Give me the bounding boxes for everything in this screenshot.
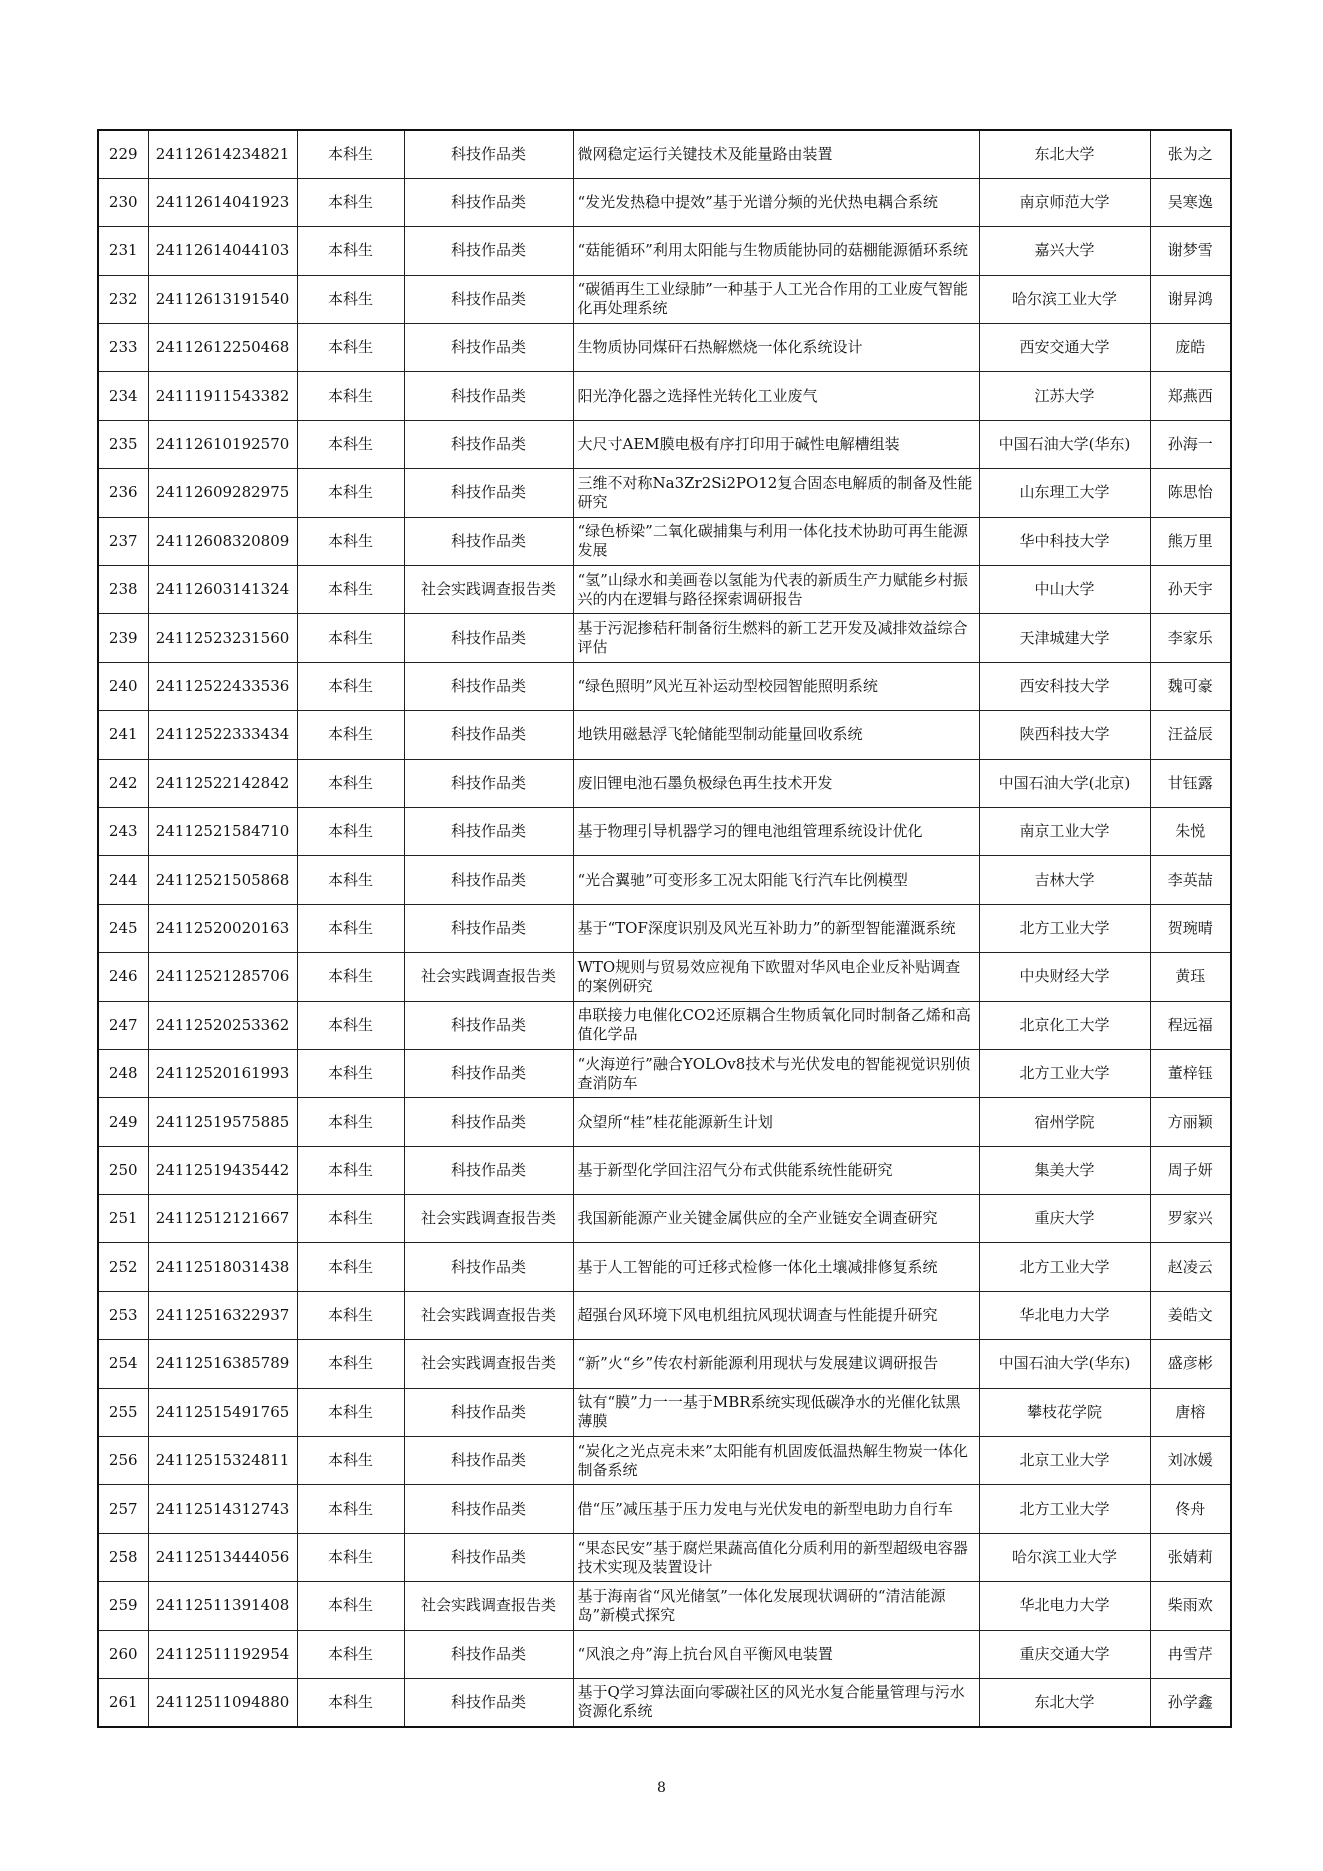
student-level-cell: 本科生 — [297, 856, 404, 904]
row-number-cell: 243 — [98, 807, 148, 855]
row-number-cell: 239 — [98, 614, 148, 662]
student-level-cell: 本科生 — [297, 372, 404, 420]
project-title-cell: “菇能循环”利用太阳能与生物质能协同的菇棚能源循环系统 — [573, 227, 979, 275]
applicant-name-cell: 罗家兴 — [1150, 1195, 1231, 1243]
row-number-cell: 256 — [98, 1437, 148, 1485]
applicant-name-cell: 谢梦雪 — [1150, 227, 1231, 275]
project-id-cell: 24112522333434 — [148, 711, 297, 759]
school-cell: 嘉兴大学 — [979, 227, 1150, 275]
project-id-cell: 24112614044103 — [148, 227, 297, 275]
applicant-name-cell: 吴寒逸 — [1150, 178, 1231, 226]
project-title-cell: “碳循再生工业绿肺”一种基于人工光合作用的工业废气智能化再处理系统 — [573, 275, 979, 323]
category-cell: 科技作品类 — [404, 1098, 573, 1146]
category-cell: 科技作品类 — [404, 1485, 573, 1533]
row-number-cell: 258 — [98, 1533, 148, 1581]
student-level-cell: 本科生 — [297, 711, 404, 759]
school-cell: 北方工业大学 — [979, 904, 1150, 952]
category-cell: 社会实践调查报告类 — [404, 1291, 573, 1339]
school-cell: 攀枝花学院 — [979, 1388, 1150, 1436]
project-title-cell: 地铁用磁悬浮飞轮储能型制动能量回收系统 — [573, 711, 979, 759]
project-title-cell: 基于物理引导机器学习的锂电池组管理系统设计优化 — [573, 807, 979, 855]
applicant-name-cell: 唐榕 — [1150, 1388, 1231, 1436]
school-cell: 山东理工大学 — [979, 469, 1150, 517]
row-number-cell: 257 — [98, 1485, 148, 1533]
project-id-cell: 24111911543382 — [148, 372, 297, 420]
project-id-cell: 24112614041923 — [148, 178, 297, 226]
school-cell: 北方工业大学 — [979, 1243, 1150, 1291]
project-title-cell: 基于“TOF深度识别及风光互补助力”的新型智能灌溉系统 — [573, 904, 979, 952]
category-cell: 科技作品类 — [404, 662, 573, 710]
applicant-name-cell: 孙海一 — [1150, 420, 1231, 468]
student-level-cell: 本科生 — [297, 953, 404, 1001]
table-row — [98, 227, 1231, 275]
table-row — [98, 1146, 1231, 1194]
project-title-cell: “氢”山绿水和美画卷以氢能为代表的新质生产力赋能乡村振兴的内在逻辑与路径探索调研报告 — [573, 566, 979, 614]
applicant-name-cell: 李家乐 — [1150, 614, 1231, 662]
row-number-cell: 242 — [98, 759, 148, 807]
student-level-cell: 本科生 — [297, 614, 404, 662]
applicant-name-cell: 孙学鑫 — [1150, 1679, 1231, 1727]
school-cell: 华北电力大学 — [979, 1582, 1150, 1630]
project-id-cell: 24112521285706 — [148, 953, 297, 1001]
row-number-cell: 233 — [98, 324, 148, 372]
project-id-cell: 24112608320809 — [148, 517, 297, 565]
project-title-cell: “火海逆行”融合YOLOv8技术与光伏发电的智能视觉识别侦查消防车 — [573, 1049, 979, 1097]
category-cell: 社会实践调查报告类 — [404, 1195, 573, 1243]
project-title-cell: 阳光净化器之选择性光转化工业废气 — [573, 372, 979, 420]
category-cell: 科技作品类 — [404, 807, 573, 855]
applicant-name-cell: 黄珏 — [1150, 953, 1231, 1001]
project-title-cell: 串联接力电催化CO2还原耦合生物质氧化同时制备乙烯和高值化学品 — [573, 1001, 979, 1049]
school-cell: 吉林大学 — [979, 856, 1150, 904]
student-level-cell: 本科生 — [297, 807, 404, 855]
project-id-cell: 24112522433536 — [148, 662, 297, 710]
table-row — [98, 1243, 1231, 1291]
school-cell: 东北大学 — [979, 130, 1150, 178]
category-cell: 社会实践调查报告类 — [404, 1582, 573, 1630]
applicant-name-cell: 冉雪芹 — [1150, 1630, 1231, 1678]
school-cell: 华北电力大学 — [979, 1291, 1150, 1339]
applicant-name-cell: 姜皓文 — [1150, 1291, 1231, 1339]
row-number-cell: 235 — [98, 420, 148, 468]
table-row — [98, 1001, 1231, 1049]
row-number-cell: 253 — [98, 1291, 148, 1339]
applicant-name-cell: 李英喆 — [1150, 856, 1231, 904]
project-id-cell: 24112519435442 — [148, 1146, 297, 1194]
school-cell: 中央财经大学 — [979, 953, 1150, 1001]
project-title-cell: 微网稳定运行关键技术及能量路由装置 — [573, 130, 979, 178]
table-row — [98, 1582, 1231, 1630]
project-id-cell: 24112514312743 — [148, 1485, 297, 1533]
school-cell: 哈尔滨工业大学 — [979, 1533, 1150, 1581]
applicant-name-cell: 张婧莉 — [1150, 1533, 1231, 1581]
category-cell: 科技作品类 — [404, 614, 573, 662]
student-level-cell: 本科生 — [297, 227, 404, 275]
school-cell: 北京化工大学 — [979, 1001, 1150, 1049]
category-cell: 科技作品类 — [404, 1388, 573, 1436]
row-number-cell: 244 — [98, 856, 148, 904]
table-row — [98, 372, 1231, 420]
row-number-cell: 240 — [98, 662, 148, 710]
school-cell: 北京工业大学 — [979, 1437, 1150, 1485]
school-cell: 宿州学院 — [979, 1098, 1150, 1146]
school-cell: 天津城建大学 — [979, 614, 1150, 662]
category-cell: 科技作品类 — [404, 517, 573, 565]
table-row — [98, 130, 1231, 178]
category-cell: 科技作品类 — [404, 275, 573, 323]
table-row — [98, 1098, 1231, 1146]
applicant-name-cell: 甘钰露 — [1150, 759, 1231, 807]
row-number-cell: 230 — [98, 178, 148, 226]
applicant-name-cell: 程远福 — [1150, 1001, 1231, 1049]
category-cell: 科技作品类 — [404, 1001, 573, 1049]
table-row — [98, 953, 1231, 1001]
project-id-cell: 24112614234821 — [148, 130, 297, 178]
student-level-cell: 本科生 — [297, 1388, 404, 1436]
applicant-name-cell: 柴雨欢 — [1150, 1582, 1231, 1630]
applicant-name-cell: 孙天宇 — [1150, 566, 1231, 614]
project-id-cell: 24112511094880 — [148, 1679, 297, 1727]
student-level-cell: 本科生 — [297, 1243, 404, 1291]
student-level-cell: 本科生 — [297, 1630, 404, 1678]
student-level-cell: 本科生 — [297, 130, 404, 178]
project-id-cell: 24112612250468 — [148, 324, 297, 372]
applicant-name-cell: 汪益辰 — [1150, 711, 1231, 759]
student-level-cell: 本科生 — [297, 517, 404, 565]
project-id-cell: 24112518031438 — [148, 1243, 297, 1291]
project-id-cell: 24112513444056 — [148, 1533, 297, 1581]
row-number-cell: 238 — [98, 566, 148, 614]
student-level-cell: 本科生 — [297, 324, 404, 372]
category-cell: 社会实践调查报告类 — [404, 1340, 573, 1388]
applicant-name-cell: 郑燕西 — [1150, 372, 1231, 420]
student-level-cell: 本科生 — [297, 1146, 404, 1194]
row-number-cell: 250 — [98, 1146, 148, 1194]
student-level-cell: 本科生 — [297, 178, 404, 226]
category-cell: 科技作品类 — [404, 904, 573, 952]
table-row — [98, 1485, 1231, 1533]
row-number-cell: 247 — [98, 1001, 148, 1049]
category-cell: 科技作品类 — [404, 1049, 573, 1097]
school-cell: 陕西科技大学 — [979, 711, 1150, 759]
category-cell: 社会实践调查报告类 — [404, 953, 573, 1001]
applicant-name-cell: 刘冰媛 — [1150, 1437, 1231, 1485]
applicant-name-cell: 谢昇鸿 — [1150, 275, 1231, 323]
table-row — [98, 711, 1231, 759]
project-title-cell: 钛有“膜”力一一基于MBR系统实现低碳净水的光催化钛黑薄膜 — [573, 1388, 979, 1436]
category-cell: 科技作品类 — [404, 711, 573, 759]
school-cell: 重庆大学 — [979, 1195, 1150, 1243]
student-level-cell: 本科生 — [297, 1001, 404, 1049]
applicant-name-cell: 盛彦彬 — [1150, 1340, 1231, 1388]
school-cell: 中国石油大学(华东) — [979, 420, 1150, 468]
row-number-cell: 252 — [98, 1243, 148, 1291]
school-cell: 西安交通大学 — [979, 324, 1150, 372]
category-cell: 科技作品类 — [404, 1679, 573, 1727]
category-cell: 社会实践调查报告类 — [404, 566, 573, 614]
project-title-cell: 基于人工智能的可迁移式检修一体化土壤减排修复系统 — [573, 1243, 979, 1291]
project-title-cell: 废旧锂电池石墨负极绿色再生技术开发 — [573, 759, 979, 807]
applicant-name-cell: 董梓钰 — [1150, 1049, 1231, 1097]
project-id-cell: 24112520020163 — [148, 904, 297, 952]
project-title-cell: “新”火“乡”传农村新能源利用现状与发展建议调研报告 — [573, 1340, 979, 1388]
applicant-name-cell: 张为之 — [1150, 130, 1231, 178]
applicant-name-cell: 魏可豪 — [1150, 662, 1231, 710]
student-level-cell: 本科生 — [297, 1195, 404, 1243]
school-cell: 西安科技大学 — [979, 662, 1150, 710]
school-cell: 北方工业大学 — [979, 1485, 1150, 1533]
school-cell: 中国石油大学(华东) — [979, 1340, 1150, 1388]
row-number-cell: 232 — [98, 275, 148, 323]
student-level-cell: 本科生 — [297, 1437, 404, 1485]
table-row — [98, 904, 1231, 952]
table-row — [98, 1291, 1231, 1339]
table-row — [98, 614, 1231, 662]
table-row — [98, 566, 1231, 614]
row-number-cell: 259 — [98, 1582, 148, 1630]
page-number: 8 — [657, 1780, 666, 1796]
project-title-cell: “光合翼驰”可变形多工况太阳能飞行汽车比例模型 — [573, 856, 979, 904]
category-cell: 科技作品类 — [404, 759, 573, 807]
applicant-name-cell: 佟舟 — [1150, 1485, 1231, 1533]
row-number-cell: 248 — [98, 1049, 148, 1097]
school-cell: 中国石油大学(北京) — [979, 759, 1150, 807]
project-title-cell: “风浪之舟”海上抗台风自平衡风电装置 — [573, 1630, 979, 1678]
table-row — [98, 1388, 1231, 1436]
school-cell: 江苏大学 — [979, 372, 1150, 420]
table-row — [98, 178, 1231, 226]
table-row — [98, 469, 1231, 517]
project-title-cell: 我国新能源产业关键金属供应的全产业链安全调查研究 — [573, 1195, 979, 1243]
student-level-cell: 本科生 — [297, 662, 404, 710]
table-row — [98, 856, 1231, 904]
row-number-cell: 260 — [98, 1630, 148, 1678]
category-cell: 科技作品类 — [404, 130, 573, 178]
project-id-cell: 24112521584710 — [148, 807, 297, 855]
row-number-cell: 261 — [98, 1679, 148, 1727]
category-cell: 科技作品类 — [404, 420, 573, 468]
project-title-cell: “发光发热稳中提效”基于光谱分频的光伏热电耦合系统 — [573, 178, 979, 226]
project-title-cell: “炭化之光点亮未来”太阳能有机固废低温热解生物炭一体化制备系统 — [573, 1437, 979, 1485]
project-id-cell: 24112516385789 — [148, 1340, 297, 1388]
applicant-name-cell: 庞皓 — [1150, 324, 1231, 372]
table-row — [98, 1195, 1231, 1243]
applicant-name-cell: 方丽颖 — [1150, 1098, 1231, 1146]
table-row — [98, 324, 1231, 372]
student-level-cell: 本科生 — [297, 566, 404, 614]
table-row — [98, 1340, 1231, 1388]
row-number-cell: 241 — [98, 711, 148, 759]
category-cell: 科技作品类 — [404, 372, 573, 420]
category-cell: 科技作品类 — [404, 1533, 573, 1581]
category-cell: 科技作品类 — [404, 324, 573, 372]
project-title-cell: 三维不对称Na3Zr2Si2PO12复合固态电解质的制备及性能研究 — [573, 469, 979, 517]
project-title-cell: 超强台风环境下风电机组抗风现状调查与性能提升研究 — [573, 1291, 979, 1339]
applicant-name-cell: 陈思怡 — [1150, 469, 1231, 517]
project-id-cell: 24112522142842 — [148, 759, 297, 807]
category-cell: 科技作品类 — [404, 856, 573, 904]
student-level-cell: 本科生 — [297, 1485, 404, 1533]
school-cell: 中山大学 — [979, 566, 1150, 614]
category-cell: 科技作品类 — [404, 1437, 573, 1485]
row-number-cell: 246 — [98, 953, 148, 1001]
project-title-cell: 生物质协同煤矸石热解燃烧一体化系统设计 — [573, 324, 979, 372]
project-id-cell: 24112521505868 — [148, 856, 297, 904]
category-cell: 科技作品类 — [404, 1630, 573, 1678]
school-cell: 东北大学 — [979, 1679, 1150, 1727]
row-number-cell: 231 — [98, 227, 148, 275]
table-row — [98, 1679, 1231, 1727]
student-level-cell: 本科生 — [297, 759, 404, 807]
project-title-cell: 借“压”减压基于压力发电与光伏发电的新型电助力自行车 — [573, 1485, 979, 1533]
project-id-cell: 24112512121667 — [148, 1195, 297, 1243]
school-cell: 北方工业大学 — [979, 1049, 1150, 1097]
project-id-cell: 24112523231560 — [148, 614, 297, 662]
project-id-cell: 24112609282975 — [148, 469, 297, 517]
student-level-cell: 本科生 — [297, 1098, 404, 1146]
project-id-cell: 24112610192570 — [148, 420, 297, 468]
applicant-name-cell: 贺琬晴 — [1150, 904, 1231, 952]
category-cell: 科技作品类 — [404, 227, 573, 275]
school-cell: 华中科技大学 — [979, 517, 1150, 565]
table-row — [98, 275, 1231, 323]
table-row — [98, 1630, 1231, 1678]
project-id-cell: 24112515491765 — [148, 1388, 297, 1436]
category-cell: 科技作品类 — [404, 469, 573, 517]
school-cell: 南京师范大学 — [979, 178, 1150, 226]
row-number-cell: 249 — [98, 1098, 148, 1146]
table-body — [98, 130, 1231, 1727]
table-row — [98, 807, 1231, 855]
project-title-cell: 基于Q学习算法面向零碳社区的风光水复合能量管理与污水资源化系统 — [573, 1679, 979, 1727]
row-number-cell: 236 — [98, 469, 148, 517]
row-number-cell: 251 — [98, 1195, 148, 1243]
school-cell: 集美大学 — [979, 1146, 1150, 1194]
project-title-cell: “绿色桥梁”二氧化碳捕集与利用一体化技术协助可再生能源发展 — [573, 517, 979, 565]
project-title-cell: 基于新型化学回注沼气分布式供能系统性能研究 — [573, 1146, 979, 1194]
student-level-cell: 本科生 — [297, 1291, 404, 1339]
project-id-cell: 24112516322937 — [148, 1291, 297, 1339]
school-cell: 重庆交通大学 — [979, 1630, 1150, 1678]
student-level-cell: 本科生 — [297, 275, 404, 323]
project-id-cell: 24112515324811 — [148, 1437, 297, 1485]
student-level-cell: 本科生 — [297, 904, 404, 952]
category-cell: 科技作品类 — [404, 1146, 573, 1194]
project-id-cell: 24112511192954 — [148, 1630, 297, 1678]
project-id-cell: 24112603141324 — [148, 566, 297, 614]
project-title-cell: 大尺寸AEM膜电极有序打印用于碱性电解槽组装 — [573, 420, 979, 468]
row-number-cell: 229 — [98, 130, 148, 178]
school-cell: 南京工业大学 — [979, 807, 1150, 855]
project-title-cell: 众望所“桂”桂花能源新生计划 — [573, 1098, 979, 1146]
row-number-cell: 245 — [98, 904, 148, 952]
project-id-cell: 24112520253362 — [148, 1001, 297, 1049]
project-title-cell: 基于污泥掺秸秆制备衍生燃料的新工艺开发及减排效益综合评估 — [573, 614, 979, 662]
student-level-cell: 本科生 — [297, 469, 404, 517]
table-row — [98, 517, 1231, 565]
project-id-cell: 24112613191540 — [148, 275, 297, 323]
table-row — [98, 662, 1231, 710]
table-row — [98, 420, 1231, 468]
student-level-cell: 本科生 — [297, 420, 404, 468]
table-row — [98, 759, 1231, 807]
project-title-cell: “绿色照明”风光互补运动型校园智能照明系统 — [573, 662, 979, 710]
row-number-cell: 254 — [98, 1340, 148, 1388]
student-level-cell: 本科生 — [297, 1049, 404, 1097]
row-number-cell: 237 — [98, 517, 148, 565]
table-row — [98, 1437, 1231, 1485]
project-id-cell: 24112511391408 — [148, 1582, 297, 1630]
applicant-name-cell: 周子妍 — [1150, 1146, 1231, 1194]
student-level-cell: 本科生 — [297, 1340, 404, 1388]
student-level-cell: 本科生 — [297, 1533, 404, 1581]
school-cell: 哈尔滨工业大学 — [979, 275, 1150, 323]
table-row — [98, 1049, 1231, 1097]
project-title-cell: WTO规则与贸易效应视角下欧盟对华风电企业反补贴调查的案例研究 — [573, 953, 979, 1001]
applicant-name-cell: 熊万里 — [1150, 517, 1231, 565]
applicant-name-cell: 朱悦 — [1150, 807, 1231, 855]
project-id-cell: 24112520161993 — [148, 1049, 297, 1097]
student-level-cell: 本科生 — [297, 1679, 404, 1727]
project-title-cell: “果态民安”基于腐烂果蔬高值化分质利用的新型超级电容器技术实现及装置设计 — [573, 1533, 979, 1581]
row-number-cell: 234 — [98, 372, 148, 420]
row-number-cell: 255 — [98, 1388, 148, 1436]
applicant-name-cell: 赵凌云 — [1150, 1243, 1231, 1291]
project-id-cell: 24112519575885 — [148, 1098, 297, 1146]
category-cell: 科技作品类 — [404, 178, 573, 226]
table-row — [98, 1533, 1231, 1581]
student-level-cell: 本科生 — [297, 1582, 404, 1630]
project-list-table — [97, 129, 1232, 1728]
category-cell: 科技作品类 — [404, 1243, 573, 1291]
project-title-cell: 基于海南省“风光储氢”一体化发展现状调研的“清洁能源岛”新模式探究 — [573, 1582, 979, 1630]
